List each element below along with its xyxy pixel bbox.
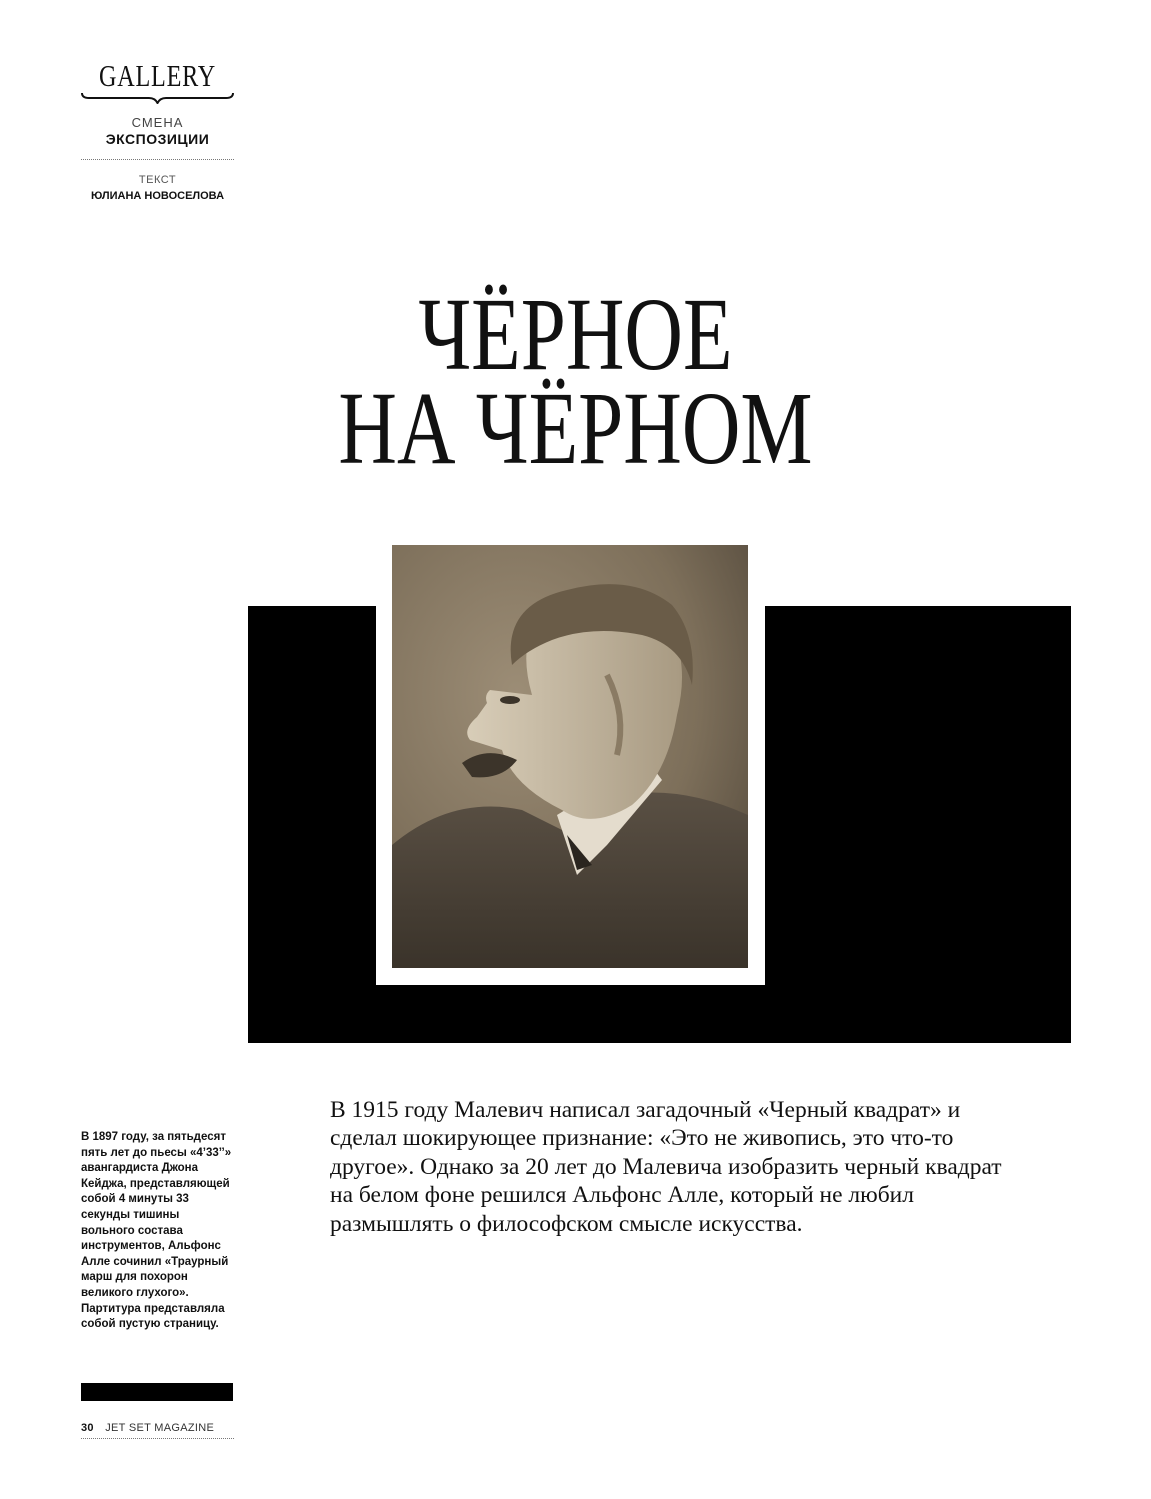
kicker-top: СМЕНА [131,115,184,130]
footer-dotted-divider [81,1438,234,1439]
sidebar-black-bar [81,1383,233,1401]
headline-line-2: НА ЧЁРНОМ [338,371,813,486]
headline [244,277,908,486]
author-name: ЮЛИАНА НОВОСЕЛОВА [90,190,225,202]
headline-line-1: ЧЁРНОЕ [418,277,733,392]
body-paragraph: В 1915 году Малевич написал загадочный «Черный квадрат» и сделал шокирующее признание: «Это не живопись, это что-то другое». Однако за 20 лет до Малевича изобразить черный квадрат на белом фоне решился Альфонс Алле, который не любил размышлять о философском смысле искусства. [330,1097,1002,1237]
portrait-photo [392,545,748,968]
page-number: 30 [81,1422,94,1434]
dotted-divider [81,159,234,160]
sidebar-note: В 1897 году, за пятьдесят пять лет до пьесы «4’33’’» авангардиста Джона Кейджа, представляющей собой 4 минуты 33 секунды тишины вольного состава инструментов, Альфонс Алле сочинил «Траурный марш для похорон великого глухого». Партитура представляла собой пустую страницу. [81,1131,232,1331]
ornament-divider [81,92,234,104]
kicker-main: ЭКСПОЗИЦИИ [105,131,210,147]
magazine-name: JET SET MAGAZINE [105,1422,215,1434]
page-footer [81,1422,214,1434]
text-credit-label: ТЕКСТ [138,174,177,186]
section-title: GALLERY [99,58,216,93]
